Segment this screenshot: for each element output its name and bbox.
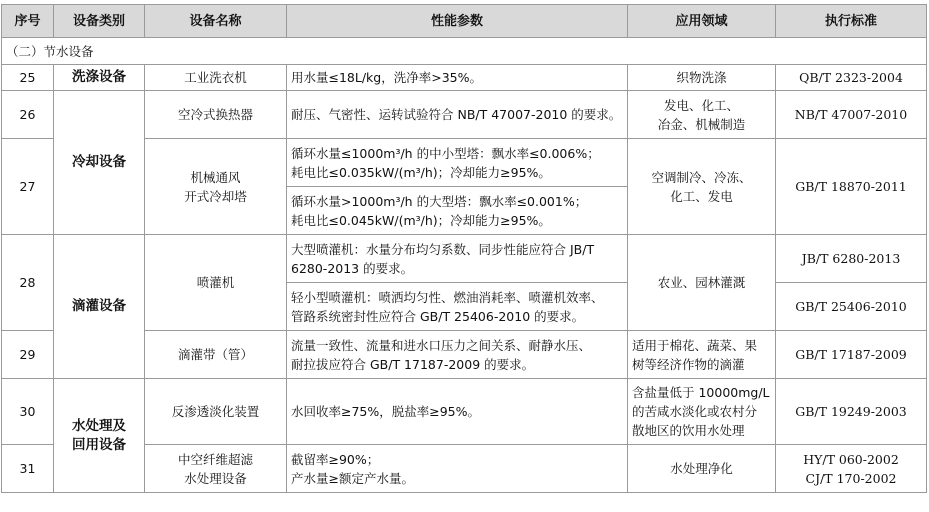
performance-line: 循环水量>1000m³/h 的大型塔：飘水率≤0.001%； — [291, 193, 588, 209]
table-row — [2, 379, 927, 445]
performance-line: 轻小型喷灌机：喷洒均匀性、燃油消耗率、喷灌机效率、 — [291, 289, 604, 305]
performance-line: 耗电比≤0.045kW/(m³/h)；冷却能力≥95%。 — [291, 212, 551, 228]
row-standard: GB/T 19249-2003 — [776, 379, 927, 445]
performance-line: 流量一致性、流量和进水口压力之间关系、耐静水压、 — [291, 337, 592, 353]
row-performance: 用水量≤18L/kg，洗净率>35%。 — [287, 65, 628, 91]
performance-line: 耗电比≤0.035kW/(m³/h)；冷却能力≥95%。 — [291, 164, 551, 180]
irrigation-category: 滴灌设备 — [54, 235, 145, 379]
row-standard: GB/T 25406-2010 — [776, 283, 927, 331]
table-row — [2, 91, 927, 139]
row-application: 织物洗涤 — [628, 65, 776, 91]
row-performance — [287, 139, 628, 187]
row-application — [628, 139, 776, 235]
row-standard: JB/T 6280-2013 — [776, 235, 927, 283]
name-line: 中空纤维超滤 — [177, 451, 253, 467]
name-line: 水处理设备 — [184, 470, 247, 486]
row-performance: 水回收率≥75%，脱盐率≥95%。 — [287, 379, 628, 445]
row-no: 31 — [2, 445, 54, 493]
application-line: 含盐量低于 10000mg/L — [632, 385, 770, 400]
row-performance — [287, 235, 628, 283]
row-no: 28 — [2, 235, 54, 331]
row-name — [145, 445, 287, 493]
row-standard — [776, 445, 927, 493]
row-performance — [287, 283, 628, 331]
performance-line: 大型喷灌机：水量分布均匀系数、同步性能应符合 JB/T — [291, 241, 595, 257]
application-line: 适用于棉花、蔬菜、果 — [632, 337, 758, 353]
row-performance — [287, 445, 628, 493]
name-line: 开式冷却塔 — [184, 188, 247, 204]
header-no: 序号 — [2, 5, 54, 38]
performance-line: 耐拉拔应符合 GB/T 17187-2009 的要求。 — [291, 356, 535, 372]
performance-line: 循环水量≤1000m³/h 的中小型塔：飘水率≤0.006%； — [291, 145, 600, 161]
row-application: 农业、园林灌溉 — [628, 235, 776, 331]
application-line: 的苦咸水淡化或农村分 — [632, 404, 758, 419]
category-line: 回用设备 — [72, 436, 126, 453]
table-row — [2, 235, 927, 283]
header-category: 设备类别 — [54, 5, 145, 38]
row-application — [628, 91, 776, 139]
header-standard: 执行标准 — [776, 5, 927, 38]
row-name — [145, 139, 287, 235]
row-no: 26 — [2, 91, 54, 139]
row-no: 27 — [2, 139, 54, 235]
row-name: 空冷式换热器 — [145, 91, 287, 139]
standard-line: CJ/T 170-2002 — [805, 470, 897, 486]
row-name: 喷灌机 — [145, 235, 287, 331]
section-row — [2, 38, 927, 65]
performance-line: 产水量≥额定产水量。 — [291, 470, 414, 486]
water-category — [54, 379, 145, 493]
performance-line: 6280-2013 的要求。 — [291, 260, 414, 276]
row-standard: NB/T 47007-2010 — [776, 91, 927, 139]
row-performance — [287, 187, 628, 235]
row-name: 滴灌带（管） — [145, 331, 287, 379]
row-name: 反渗透淡化装置 — [145, 379, 287, 445]
row-no: 29 — [2, 331, 54, 379]
header-name: 设备名称 — [145, 5, 287, 38]
application-line: 树等经济作物的滴灌 — [632, 356, 745, 372]
row-no: 25 — [2, 65, 54, 91]
row-standard: QB/T 2323-2004 — [776, 65, 927, 91]
header-application: 应用领域 — [628, 5, 776, 38]
application-line: 发电、化工、 — [663, 97, 739, 113]
row-name: 工业洗衣机 — [145, 65, 287, 91]
cooling-category: 冷却设备 — [54, 91, 145, 235]
performance-line: 管路系统密封性应符合 GB/T 25406-2010 的要求。 — [291, 308, 585, 324]
section-title: （二）节水设备 — [2, 38, 927, 65]
performance-line: 截留率≥90%； — [291, 451, 380, 467]
row-category: 洗涤设备 — [54, 65, 145, 91]
name-line: 机械通风 — [190, 169, 241, 185]
category-line: 水处理及 — [72, 417, 126, 434]
application-line: 空调制冷、冷冻、 — [651, 169, 752, 185]
row-performance: 耐压、气密性、运转试验符合 NB/T 47007-2010 的要求。 — [287, 91, 628, 139]
row-performance — [287, 331, 628, 379]
row-application: 水处理净化 — [628, 445, 776, 493]
application-line: 散地区的饮用水处理 — [632, 423, 745, 438]
row-no: 30 — [2, 379, 54, 445]
application-line: 冶金、机械制造 — [657, 116, 746, 132]
table-row — [2, 65, 927, 91]
row-application — [628, 379, 776, 445]
standard-line: HY/T 060-2002 — [803, 451, 899, 467]
application-line: 化工、发电 — [670, 188, 733, 204]
row-application — [628, 331, 776, 379]
standards-table — [1, 4, 927, 493]
row-standard: GB/T 17187-2009 — [776, 331, 927, 379]
row-standard: GB/T 18870-2011 — [776, 139, 927, 235]
header-performance: 性能参数 — [287, 5, 628, 38]
header-row — [2, 5, 927, 38]
